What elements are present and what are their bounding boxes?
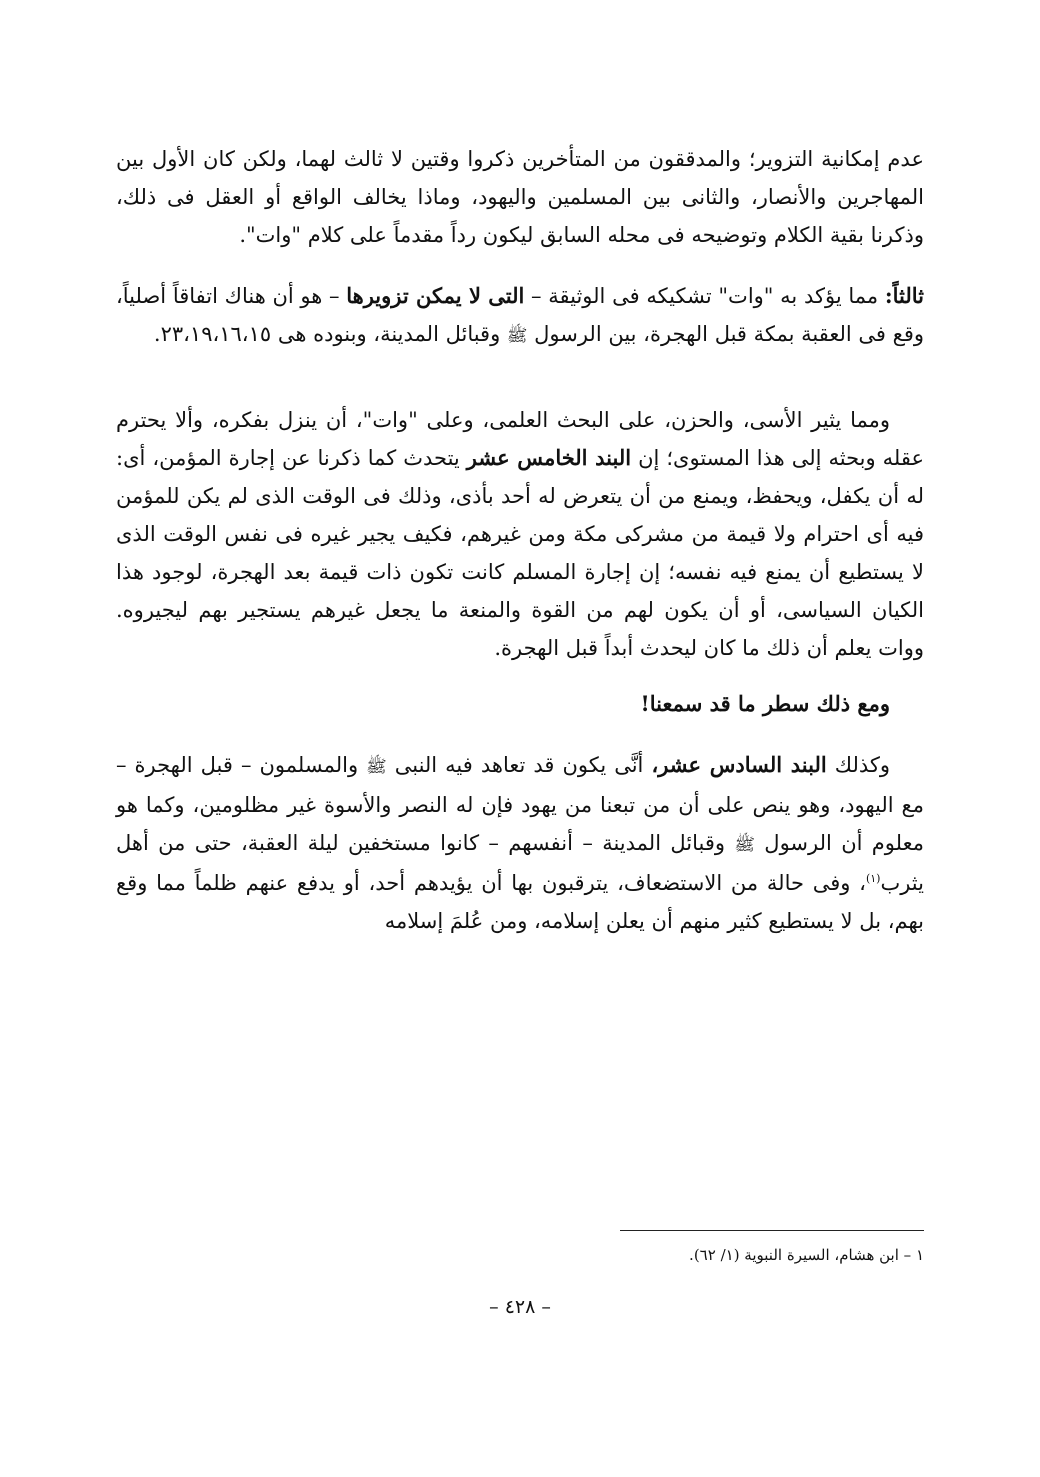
paragraph-4-text-e: وقبائل المدينة – أنفسهم – كانوا مستخفين ليلة العقبة، حتى من أهل يثرب bbox=[116, 831, 924, 895]
paragraph-3 bbox=[116, 401, 924, 667]
paragraph-4 bbox=[116, 746, 924, 940]
paragraph-3-text-c: يتحدث كما ذكرنا عن إجارة المؤمن، أى: له أن يكفل، ويحفظ، ويمنع من أن يتعرض له أحد بأذى، وذلك فى الوقت الذى لم يكن للمؤمن فيه أى احترام ولا قيمة من مشركى مكة ومن غيرهم، فكيف يجير غيره فى نفس الوقت الذى لا يستطيع أن يمنع فيه نفسه؛ إن إجارة المسلم كانت تكون ذات قيمة بعد الهجرة، لوجود هذا الكيان السياسى، أو أن يكون لهم من القوة والمنعة ما يجعل غيرهم يستجير بهم ليجيروه. ووات يعلم أن ذلك ما كان ليحدث أبداً قبل الهجرة. bbox=[116, 446, 924, 660]
paragraph-4-text-d: والمسلمون – قبل الهجرة – مع اليهود، وهو ينص على أن من تبعنا من يهود فإن له النصر والأسوة غير مظلومين، وكما هو معلوم أن الرسول bbox=[116, 753, 924, 855]
paragraph-2-emphasis: التى لا يمكن تزويرها bbox=[346, 283, 525, 308]
page-body bbox=[116, 140, 924, 940]
paragraph-4-text-a: وكذلك bbox=[826, 753, 890, 777]
section-heading: ومع ذلك سطر ما قد سمعنا! bbox=[640, 691, 890, 716]
paragraph-4-text-c: أنَّى يكون قد تعاهد فيه النبى bbox=[386, 753, 652, 777]
paragraph-2-text-a: مما يؤكد به "وات" تشكيكه فى الوثيقة – bbox=[524, 284, 885, 308]
pbuh-ligature-icon: ﷺ bbox=[366, 757, 387, 777]
footnote-reference[interactable]: (١) bbox=[865, 872, 881, 885]
footnote: ١ – ابن هشام، السيرة النبوية (١/ ٦٢). bbox=[689, 1246, 924, 1264]
paragraph-2-text-c: – هو أن هناك اتفاقاً أصلياً، وقع فى العقبة بمكة قبل الهجرة، بين الرسول bbox=[116, 284, 924, 346]
paragraph-3-emphasis: البند الخامس عشر bbox=[466, 445, 632, 470]
paragraph-2-text-d: وقبائل المدينة، وبنوده هى ٢٣،١٩،١٦،١٥. bbox=[153, 322, 507, 346]
paragraph-3-text-a: ومما يثير الأسى، والحزن، على البحث العلمى، وعلى "وات"، أن ينزل بفكره، وألا يحترم عقله وبحثه إلى هذا المستوى؛ إن bbox=[116, 408, 924, 470]
paragraph-2-lead: ثالثاً: bbox=[884, 283, 924, 308]
paragraph-1: عدم إمكانية التزوير؛ والمدققون من المتأخرين ذكروا وقتين لا ثالث لهما، ولكن كان الأول بين المهاجرين والأنصار، والثانى بين المسلمين واليهود، وماذا يخالف الواقع أو العقل فى ذلك، وذكرنا بقية الكلام وتوضيحه فى محله السابق ليكون رداً مقدماً على كلام "وات". bbox=[116, 147, 924, 247]
page-number: – ٤٢٨ – bbox=[489, 1296, 551, 1318]
paragraph-2 bbox=[116, 277, 924, 355]
footnote-separator bbox=[620, 1230, 924, 1231]
pbuh-ligature-icon: ﷺ bbox=[734, 835, 755, 855]
pbuh-ligature-icon: ﷺ bbox=[506, 326, 528, 346]
paragraph-4-emphasis: البند السادس عشر، bbox=[651, 752, 827, 777]
paragraph-4-text-f: ، وفى حالة من الاستضعاف، يترقبون بها أن يؤيدهم أحد، أو يدفع عنهم ظلماً مما وقع بهم، بل لا يستطيع كثير منهم أن يعلن إسلامه، ومن عُلمَ إسلامه bbox=[116, 871, 924, 933]
